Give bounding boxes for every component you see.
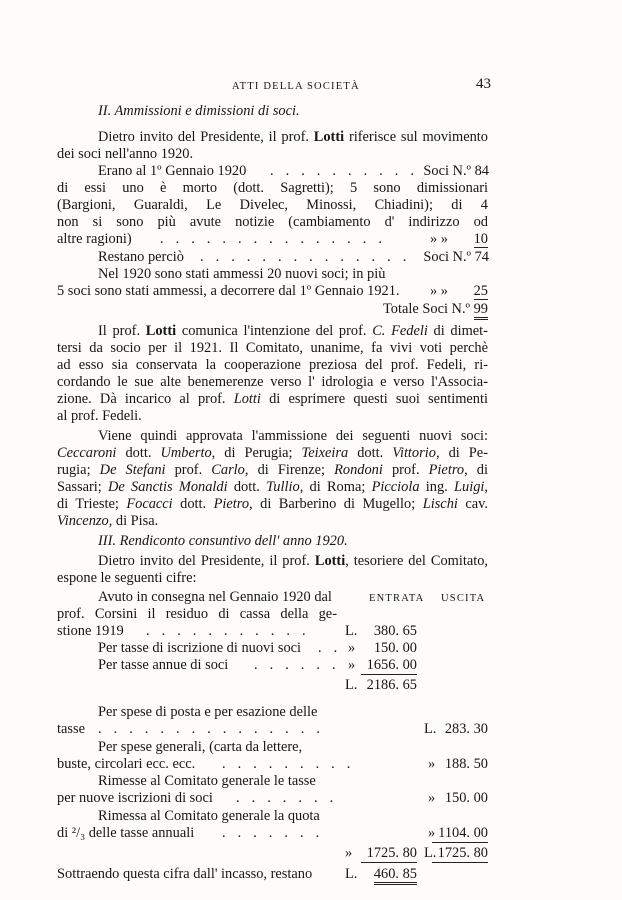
row-lost-line3: non si sono più avute notizie (cambiamento d' indirizzo od	[57, 214, 488, 230]
fedeli-line2: tersi da socio per il 1921. Il Comitato, unanime, fa vivi voti perchè	[57, 340, 488, 356]
section-iii-intro-line1: Dietro invito del Presidente, il prof. Lotti, tesoriere del Comitato,	[98, 553, 489, 569]
entry-registration-label: Per tasse di iscrizione di nuovi soci	[98, 640, 302, 656]
entry-residual-currency: L.	[345, 623, 358, 639]
new-members-line2: Ceccaroni dott. Umberto, di Perugia; Teixeira dott. Vittorio, di Pe-	[57, 445, 488, 461]
fedeli-line3: ad esso sia conservata la cooperazione preziosa del prof. Fedeli, ri-	[57, 357, 488, 373]
expense-general-amount: 188. 50	[444, 756, 488, 772]
entry-total-currency: L.	[345, 677, 358, 693]
entry-annual-label: Per tasse annue di soci	[98, 657, 229, 673]
running-title: ATTI DELLA SOCIETÀ	[232, 81, 360, 92]
entry-registration-leader: . .	[318, 640, 342, 656]
entry-residual-line3: stione 1919	[57, 623, 124, 639]
expense-quota-line2: di ²/₃ delle tasse annuali	[57, 825, 195, 841]
entry-registration-ditto: »	[348, 640, 356, 656]
entry-annual-amount: 1656. 00	[361, 657, 417, 675]
new-members-line5: di Trieste; Focacci dott. Pietro, di Barberino di Mugello; Lischi cav.	[57, 496, 488, 512]
section-ii-intro-line2: dei soci nell'anno 1920.	[57, 146, 194, 162]
fedeli-line4: cordando le sue alte benemerenze verso l' idrologia e verso l'Associa-	[57, 374, 488, 390]
col-uscita-header: USCITA	[441, 593, 486, 604]
col-entrata-header: ENTRATA	[369, 593, 425, 604]
section-ii-heading: II. Ammissioni e dimissioni di soci.	[98, 103, 300, 119]
totals-entrata-amount: 1725. 80	[361, 845, 417, 863]
row-start-label: Erano al 1º Gennaio 1920	[98, 163, 247, 179]
expense-postage-line1: Per spese di posta e per esazione delle	[98, 704, 318, 720]
entry-annual-ditto: »	[348, 657, 356, 673]
expense-general-line1: Per spese generali, (carta da lettere,	[98, 739, 303, 755]
row-admitted-line2: 5 soci sono stati ammessi, a decorrere dal 1º Gennaio 1921.	[57, 283, 400, 299]
expense-postage-line2: tasse	[57, 721, 85, 737]
entry-residual-line2: prof. Corsini il residuo di cassa della ge-	[57, 606, 337, 622]
expense-general-ditto: »	[428, 756, 436, 772]
expense-postage-leader: . . . . . . . . . . . . . . .	[98, 721, 325, 737]
expense-remitted-leader: . . . . . . .	[236, 790, 338, 806]
totals-uscita-currency: L.	[424, 845, 437, 861]
new-members-line6: Vincenzo, di Pisa.	[57, 513, 159, 529]
row-lost-ditto: » »	[430, 231, 448, 247]
expense-remitted-ditto: »	[428, 790, 436, 806]
entry-residual-amount: 380. 65	[373, 623, 417, 639]
page-number: 43	[476, 76, 491, 92]
row-lost-line2: (Bargioni, Guaraldi, Le Divelec, Minossi, Chiadini); di 4	[57, 197, 488, 213]
section-ii-intro-line1: Dietro invito del Presidente, il prof. Lotti riferisce sul movimento	[98, 129, 488, 145]
row-total: Totale Soci N.º 99	[383, 301, 488, 318]
row-lost-value: 10	[473, 231, 488, 247]
row-start-value: Soci N.º 84	[423, 163, 489, 179]
fedeli-line1: Il prof. Lotti comunica l'intenzione del prof. C. Fedeli di dimet-	[98, 323, 488, 339]
row-remaining-value: Soci N.º 74	[423, 249, 489, 265]
row-start-leader: . . . . . . . . . .	[270, 163, 419, 179]
entry-residual-line1: Avuto in consegna nel Gennaio 1920 dal	[98, 589, 332, 605]
row-admitted-value: 25	[473, 283, 488, 299]
expense-remitted-line2: per nuove iscrizioni di soci	[57, 790, 213, 806]
balance-label: Sottraendo questa cifra dall' incasso, restano	[57, 866, 313, 882]
balance-currency: L.	[345, 866, 358, 882]
fedeli-line5: zione. Dà incarico al prof. Lotti di esprimere questi suoi sentimenti	[57, 391, 489, 407]
new-members-line4: Sassari; De Sanctis Monaldi dott. Tullio, di Roma; Picciola ing. Luigi,	[57, 479, 488, 495]
balance-amount: 460. 85	[374, 866, 417, 883]
row-remaining-leader: . . . . . . . . . . . . . .	[200, 249, 411, 265]
expense-postage-currency: L.	[424, 721, 437, 737]
totals-uscita-amount: 1725. 80	[432, 845, 488, 863]
row-remaining-label: Restano perciò	[98, 249, 184, 265]
new-members-line3: rugia; De Stefani prof. Carlo, di Firenze; Rondoni prof. Pietro, di	[57, 462, 488, 478]
totals-entrata-ditto: »	[345, 845, 353, 861]
row-admitted-line1: Nel 1920 sono stati ammessi 20 nuovi soci; in più	[98, 266, 386, 282]
expense-general-line2: buste, circolari ecc. ecc.	[57, 756, 196, 772]
section-iii-intro-line2: espone le seguenti cifre:	[57, 570, 197, 586]
row-lost-line4: altre ragioni)	[57, 231, 132, 247]
section-iii-heading: III. Rendiconto consuntivo dell' anno 1920.	[98, 533, 348, 549]
new-members-line1: Viene quindi approvata l'ammissione dei seguenti nuovi soci:	[98, 428, 488, 444]
expense-quota-ditto: »	[428, 825, 436, 841]
expense-general-leader: . . . . . . . . .	[222, 756, 355, 772]
row-admitted-ditto: » »	[430, 283, 448, 299]
row-lost-line1: di essi uno è morto (dott. Sagretti); 5 sono dimissionari	[57, 180, 488, 196]
expense-quota-amount: 1104. 00	[432, 825, 488, 843]
expense-quota-leader: . . . . . . .	[222, 825, 324, 841]
expense-postage-amount: 283. 30	[444, 721, 488, 737]
entry-annual-leader: . . . . . .	[254, 657, 340, 673]
expense-remitted-amount: 150. 00	[444, 790, 488, 806]
entry-total-amount: 2186. 65	[366, 677, 417, 693]
expense-quota-line1: Rimessa al Comitato generale la quota	[98, 808, 320, 824]
entry-residual-leader: . . . . . . . . . . .	[146, 623, 310, 639]
expense-remitted-line1: Rimesse al Comitato generale le tasse	[98, 773, 316, 789]
entry-registration-amount: 150. 00	[373, 640, 417, 656]
fedeli-line6: al prof. Fedeli.	[57, 408, 142, 424]
row-lost-leader: . . . . . . . . . . . . . . .	[160, 231, 387, 247]
